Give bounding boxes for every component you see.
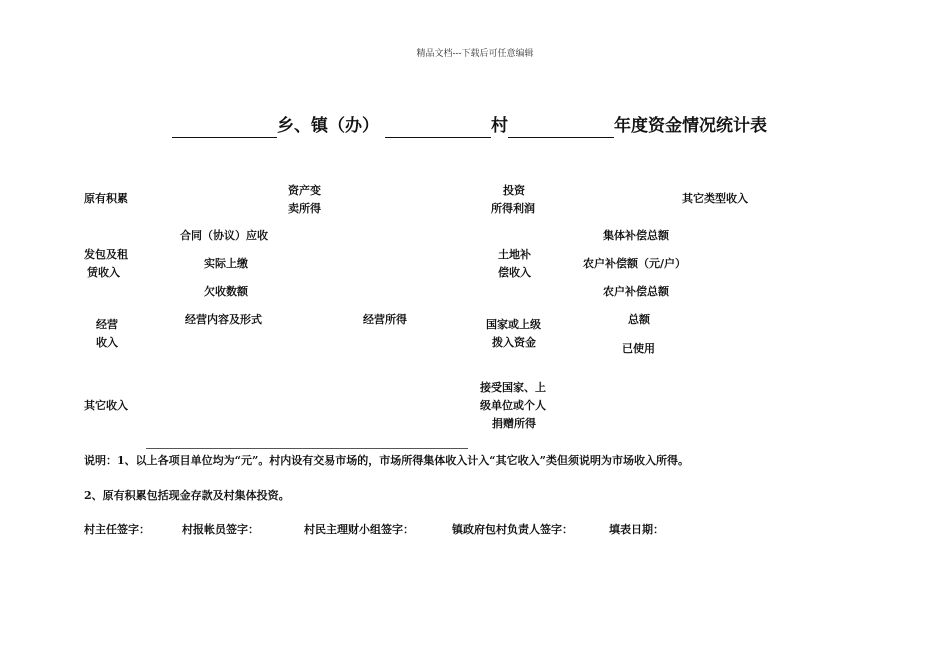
title-main-label: 年度资金情况统计表 xyxy=(614,116,767,136)
other-income-label: 其它收入 xyxy=(84,399,128,412)
asset-sale-label-line1: 资产变 xyxy=(288,184,321,197)
title-village-label: 村 xyxy=(491,116,508,136)
note-line-2: 2、原有积累包括现金存款及村集体投资。 xyxy=(84,489,290,502)
accountant-signature-label: 村报帐员签字： xyxy=(182,523,259,536)
operating-content-label: 经营内容及形式 xyxy=(185,313,262,326)
investment-label-line1: 投资 xyxy=(503,184,525,197)
contract-rent-label-line2: 赁收入 xyxy=(87,266,120,279)
farmer-compensation-total-label: 农户补偿总额 xyxy=(603,285,669,298)
finance-group-signature-label: 村民主理财小组签字： xyxy=(304,523,414,536)
other-types-income-label: 其它类型收入 xyxy=(682,192,748,205)
investment-label-line2: 所得利润 xyxy=(491,202,535,215)
town-official-signature-label: 镇政府包村负责人签字： xyxy=(452,523,573,536)
village-head-signature-label: 村主任签字： xyxy=(84,523,150,536)
watermark-header: 精品文档---下载后可任意编辑 xyxy=(416,49,534,59)
divider-line xyxy=(146,448,468,449)
actual-paid-label: 实际上缴 xyxy=(204,257,248,270)
donation-label-line1: 接受国家、上 xyxy=(480,381,546,394)
township-blank xyxy=(172,117,277,138)
title-township-label: 乡、镇（办） xyxy=(277,116,379,136)
arrears-label: 欠收数额 xyxy=(204,285,248,298)
operating-income-label-line1: 经营 xyxy=(96,318,118,331)
operating-gain-label: 经营所得 xyxy=(363,313,407,326)
asset-sale-label-line2: 卖所得 xyxy=(288,202,321,215)
page-title xyxy=(172,114,767,138)
village-blank xyxy=(385,117,491,138)
collective-compensation-label: 集体补偿总额 xyxy=(603,229,669,242)
contract-rent-label-line1: 发包及租 xyxy=(84,248,128,261)
contract-receivable-label: 合同（协议）应收 xyxy=(180,229,268,242)
original-accumulation-label: 原有积累 xyxy=(84,192,128,205)
state-funds-label-line1: 国家或上级 xyxy=(486,318,541,331)
year-blank xyxy=(508,117,614,138)
donation-label-line3: 捐赠所得 xyxy=(492,417,536,430)
state-funds-label-line2: 拨入资金 xyxy=(492,336,536,349)
note-line-1: 说明：1、以上各项目单位均为“元”。村内设有交易市场的，市场所得集体收入计入“其它收入”类但须说明为市场收入所得。 xyxy=(84,454,689,467)
fill-date-label: 填表日期： xyxy=(609,523,664,536)
total-amount-label: 总额 xyxy=(628,313,650,326)
operating-income-label-line2: 收入 xyxy=(96,336,118,349)
used-amount-label: 已使用 xyxy=(622,342,655,355)
donation-label-line2: 级单位或个人 xyxy=(480,399,546,412)
land-compensation-label-line1: 土地补 xyxy=(498,248,531,261)
land-compensation-label-line2: 偿收入 xyxy=(498,266,531,279)
farmer-compensation-per-household-label: 农户补偿额（元/户） xyxy=(583,257,687,270)
